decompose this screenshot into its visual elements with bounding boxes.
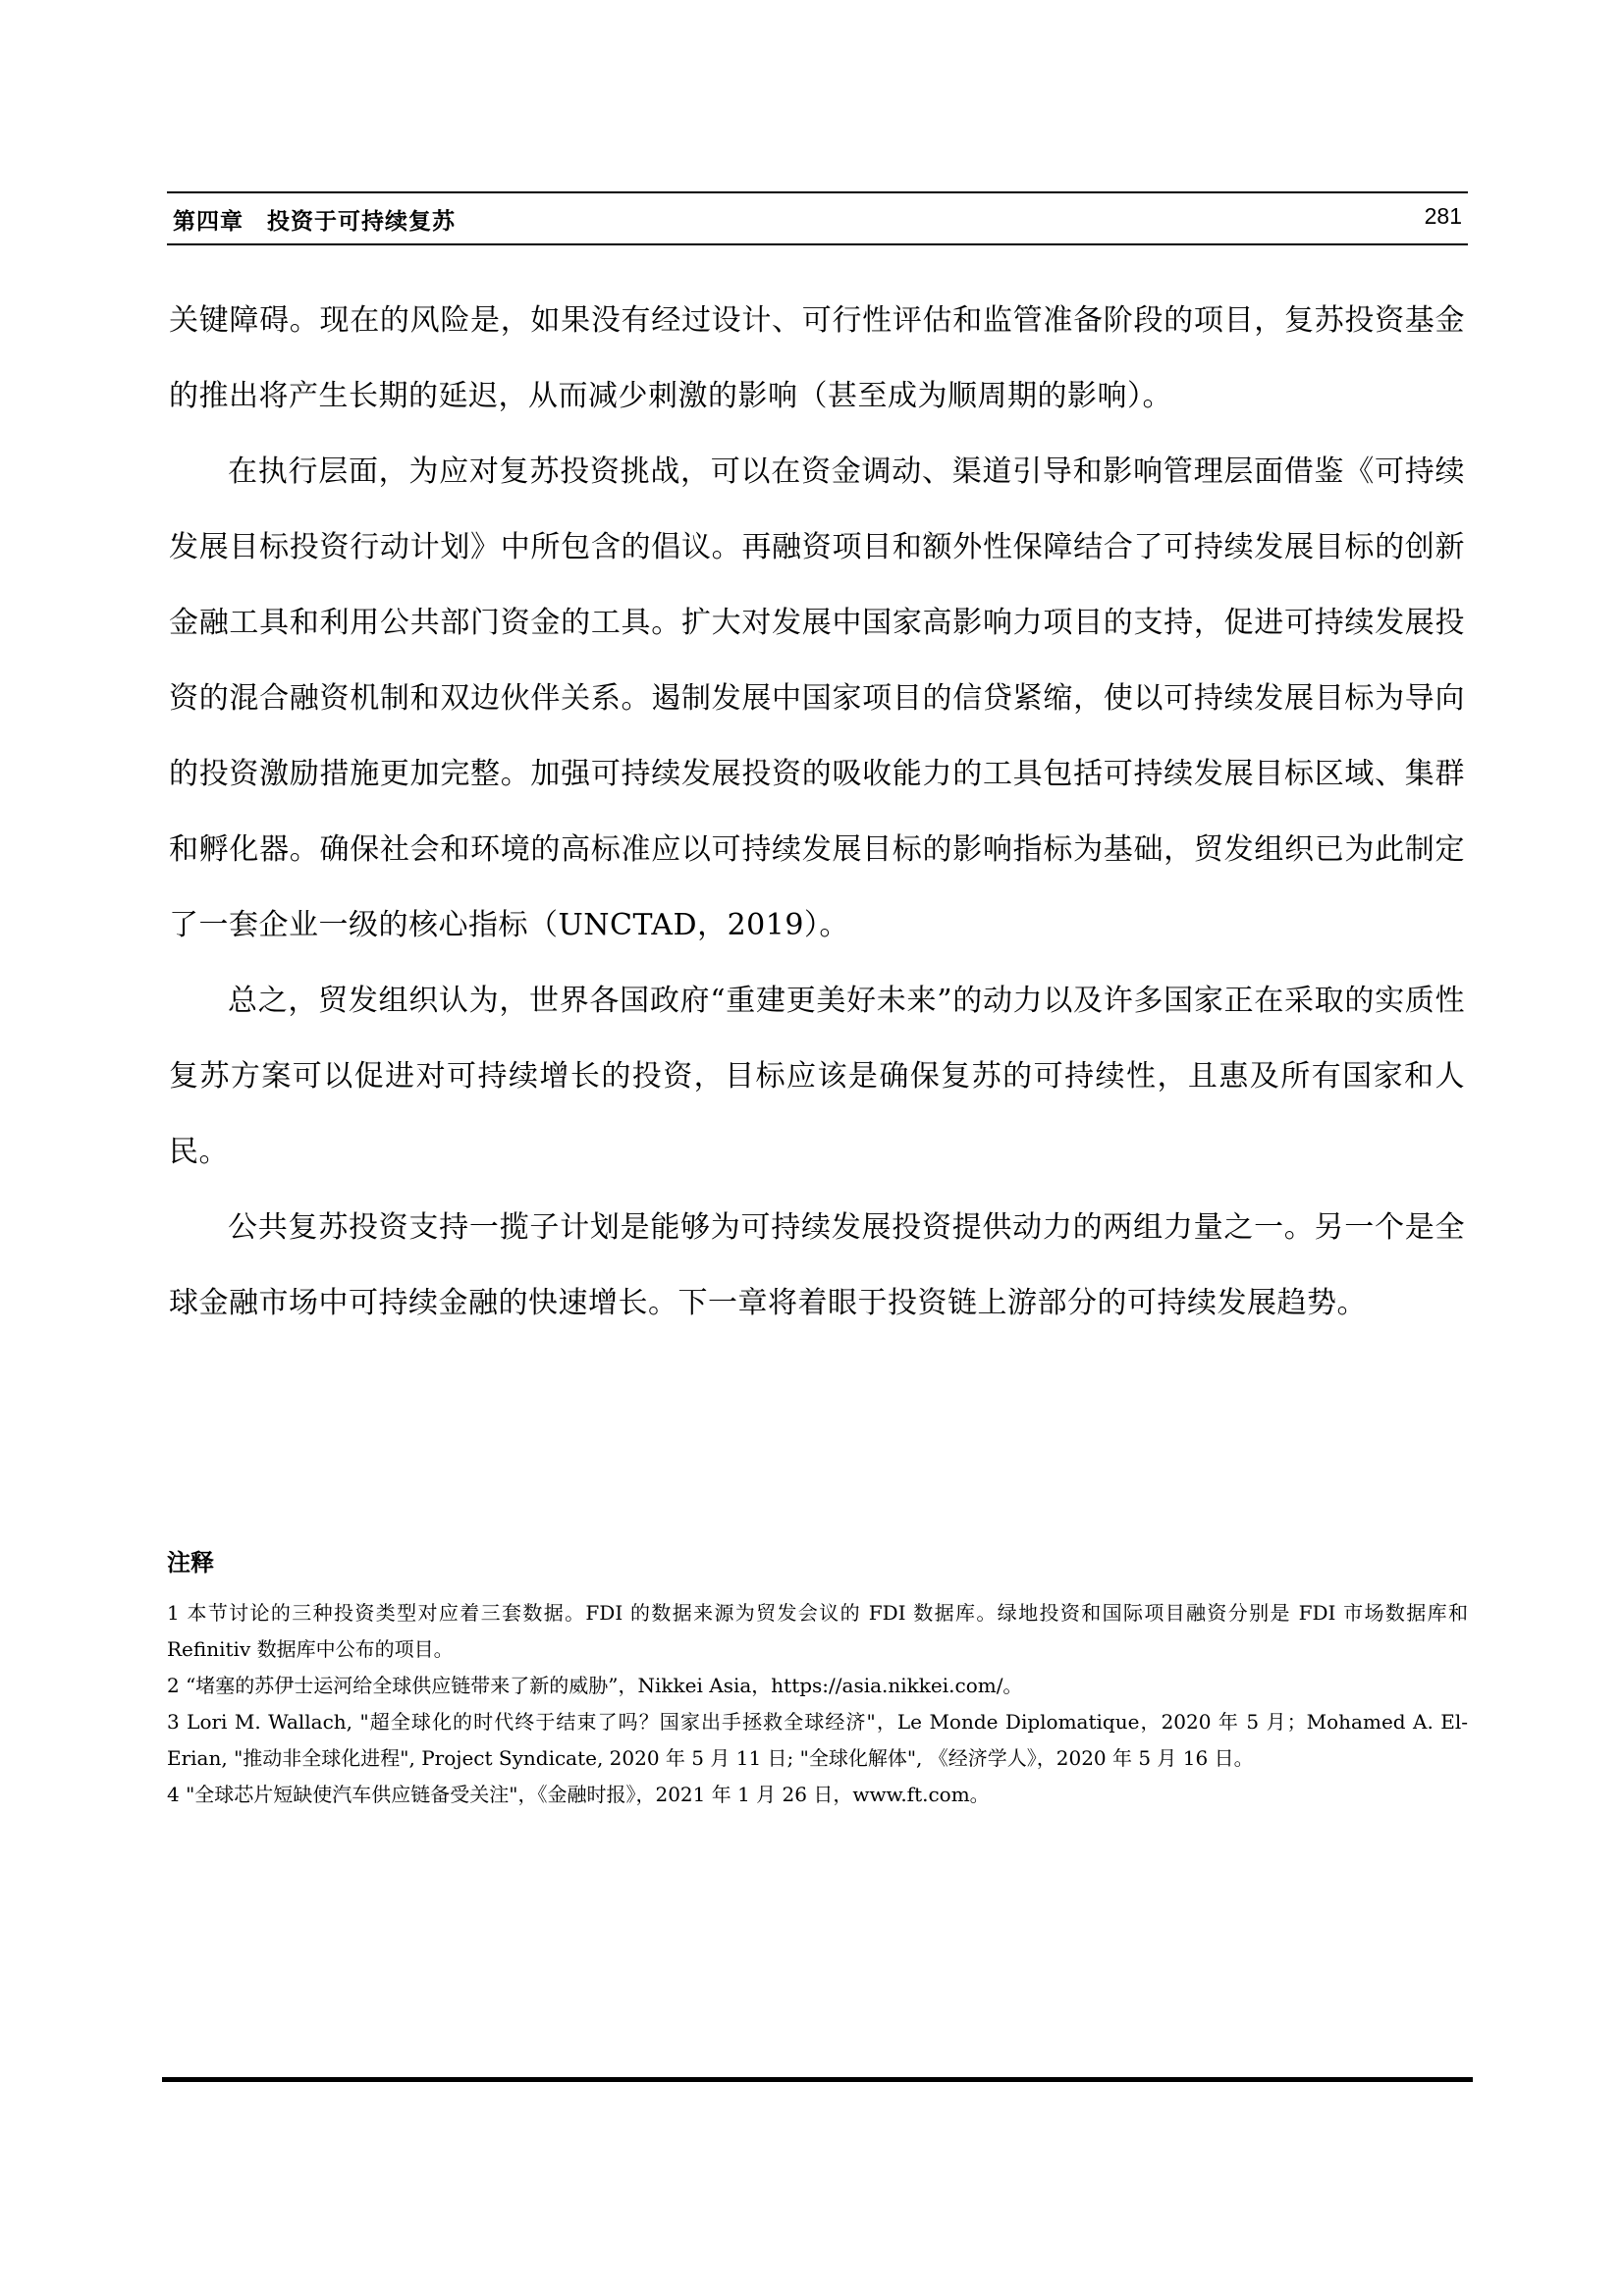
notes-heading: 注释 [167,1549,214,1576]
endnote-item: 1 本节讨论的三种投资类型对应着三套数据。FDI 的数据来源为贸发会议的 FDI 数据库。绿地投资和国际项目融资分别是 FDI 市场数据库和 Refinitiv 数据库中公布的项目。 [167,1601,1468,1661]
paragraph: 总之，贸发组织认为，世界各国政府“重建更美好未来”的动力以及许多国家正在采取的实质性复苏方案可以促进对可持续增长的投资，目标应该是确保复苏的可持续性，且惠及所有国家和人民。 [169,984,1465,1169]
paragraph: 公共复苏投资支持一揽子计划是能够为可持续发展投资提供动力的两组力量之一。另一个是全球金融市场中可持续金融的快速增长。下一章将着眼于投资链上游部分的可持续发展趋势。 [169,1210,1465,1320]
endnotes-section [167,1543,1468,1813]
running-header [167,191,1468,245]
endnote-item: 4 "全球芯片短缺使汽车供应链备受关注"，《金融时报》，2021 年 1 月 26 日，www.ft.com。 [167,1783,990,1806]
body-text [169,283,1465,1341]
endnote-item: 3 Lori M. Wallach, "超全球化的时代终于结束了吗？国家出手拯救全球经济"，Le Monde Diplomatique，2020 年 5 月；Mohamed A. El-Erian, "推动非全球化进程", Project Syndicate, 2020 年 5 月 11 日; "全球化解体", 《经济学人》，2020 年 5 月 16 日。 [167,1710,1468,1770]
page-number: 281 [1424,203,1462,229]
footer-rule [162,2077,1473,2082]
chapter-title: 第四章 投资于可持续复苏 [173,209,456,235]
paragraph: 在执行层面，为应对复苏投资挑战，可以在资金调动、渠道引导和影响管理层面借鉴《可持续发展目标投资行动计划》中所包含的倡议。再融资项目和额外性保障结合了可持续发展目标的创新金融工具和利用公共部门资金的工具。扩大对发展中国家高影响力项目的支持，促进可持续发展投资的混合融资机制和双边伙伴关系。遏制发展中国家项目的信贷紧缩，使以可持续发展目标为导向的投资激励措施更加完整。加强可持续发展投资的吸收能力的工具包括可持续发展目标区域、集群和孵化器。确保社会和环境的高标准应以可持续发展目标的影响指标为基础，贸发组织已为此制定了一套企业一级的核心指标（UNCTAD，2019）。 [169,454,1465,942]
endnote-item: 2 “堵塞的苏伊士运河给全球供应链带来了新的威胁”，Nikkei Asia，https://asia.nikkei.com/。 [167,1674,1023,1697]
paragraph-continuation: 关键障碍。现在的风险是，如果没有经过设计、可行性评估和监管准备阶段的项目，复苏投资基金的推出将产生长期的延迟，从而减少刺激的影响（甚至成为顺周期的影响）。 [169,303,1465,413]
